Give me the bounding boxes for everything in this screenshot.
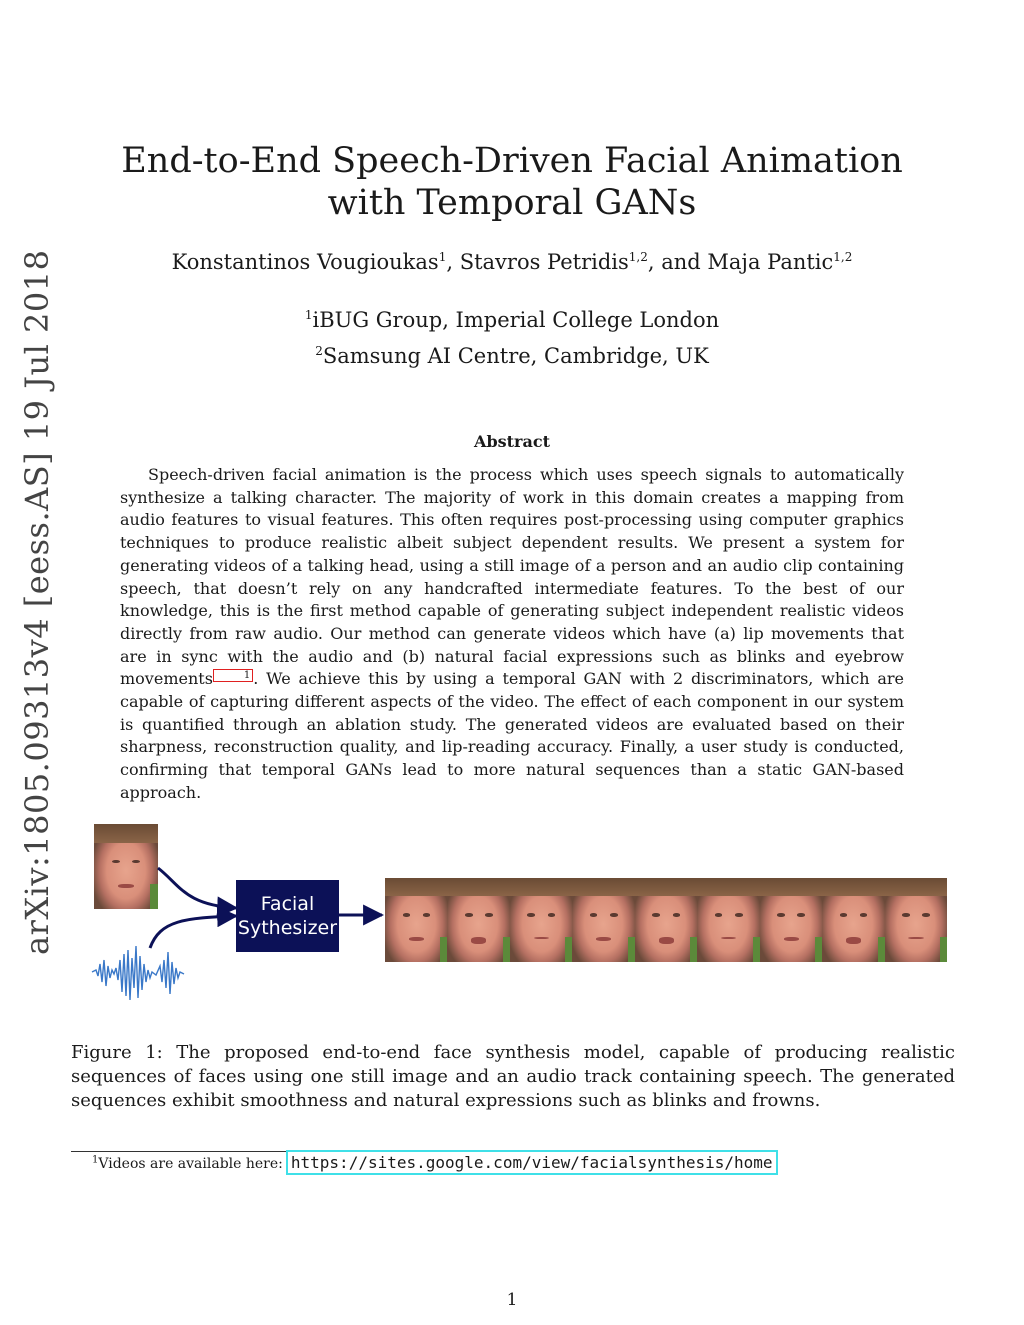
author-name: Konstantinos Vougioukas: [171, 250, 439, 274]
output-face-frame: [510, 878, 573, 962]
author-affil-mark: 1: [438, 250, 447, 264]
output-face-frame: [447, 878, 510, 962]
author-name: Maja Pantic: [707, 250, 834, 274]
figure-diagram-svg: [60, 820, 400, 1010]
paper-title: End-to-End Speech-Driven Facial Animation with Temporal GANs: [121, 141, 903, 223]
affiliations: [80, 300, 944, 372]
abstract-text: . We achieve this by using a temporal GAN with 2 discriminators, which are capable of capturing different aspects of the video. The effect of each component in our system is quantified through an ablation study. The generated videos are evaluated based on their sharpness, reconstruction quality, and lip-reading accuracy. Finally, a user study is conducted, confirming that temporal GANs lead to more natural sequences than a static GAN-based approach.: [120, 669, 904, 802]
footnote-mark: 1: [92, 1154, 99, 1166]
facial-synthesizer-block: [236, 880, 339, 952]
footnote: [92, 1153, 778, 1172]
author-list: Konstantinos Vougioukas$^1$, Stavros Petridis$^{1,2}$, and Maja Pantic$^{1,2}$: [171, 250, 853, 274]
output-face-frame: [760, 878, 823, 962]
author-affil-mark: 1,2: [833, 250, 853, 264]
affiliation-text: Samsung AI Centre, Cambridge, UK: [322, 344, 709, 368]
abstract-text: Speech-driven facial animation is the process which uses speech signals to automatically synthesize a talking character. The majority of work in this domain creates a mapping from audio features to visual features. This often requires post-processing using computer graphics techniques to produce realistic albeit subject dependent results. We present a system for generating videos of a talking head, using a still image of a person and an audio clip containing speech, that doesn’t rely on any handcrafted intermediate features. To the best of our knowledge, this is the first method capable of generating subject independent realistic videos directly from raw audio. Our method can generate videos which have (a) lip movements that are in sync with the audio and (b) natural facial expressions such as blinks and eyebrow movements: [120, 465, 904, 689]
footnote-text: Videos are available here:: [98, 1156, 283, 1172]
abstract-heading: Abstract: [474, 432, 550, 451]
output-face-frame: [635, 878, 698, 962]
arxiv-side-stamp: arXiv:1805.09313v4 [eess.AS] 19 Jul 2018: [18, 249, 56, 955]
output-face-frame: [572, 878, 635, 962]
output-frame-sequence: [385, 878, 947, 962]
affiliation-line: [80, 336, 944, 372]
footnote-ref-link[interactable]: 1: [213, 669, 253, 682]
affil-mark: 2: [315, 344, 323, 358]
affil-mark: 1: [304, 308, 313, 322]
image-to-synth-arrow: [158, 868, 236, 908]
affiliation-line: [80, 300, 944, 336]
author-affil-mark: 1,2: [628, 250, 648, 264]
output-face-frame: [885, 878, 948, 962]
output-face-frame: [697, 878, 760, 962]
affiliation-text: iBUG Group, Imperial College London: [312, 308, 720, 332]
audio-waveform-icon: [92, 946, 184, 1000]
audio-to-synth-arrow: [150, 916, 236, 948]
author-name: Stavros Petridis: [459, 250, 629, 274]
abstract-body: [120, 464, 904, 805]
synth-label-line: Sythesizer: [237, 917, 338, 939]
output-face-frame: [385, 878, 448, 962]
footnote-url-link[interactable]: https://sites.google.com/view/facialsynthesis/home: [286, 1150, 778, 1175]
page-number: 1: [506, 1290, 518, 1310]
synth-label-line: Facial: [260, 893, 315, 915]
output-face-frame: [822, 878, 885, 962]
figure-caption: Figure 1: The proposed end-to-end face synthesis model, capable of producing realistic sequences of faces using one still image and an audio track containing speech. The generated sequences exhibit smoothness and natural expressions such as blinks and frowns.: [71, 1042, 955, 1111]
